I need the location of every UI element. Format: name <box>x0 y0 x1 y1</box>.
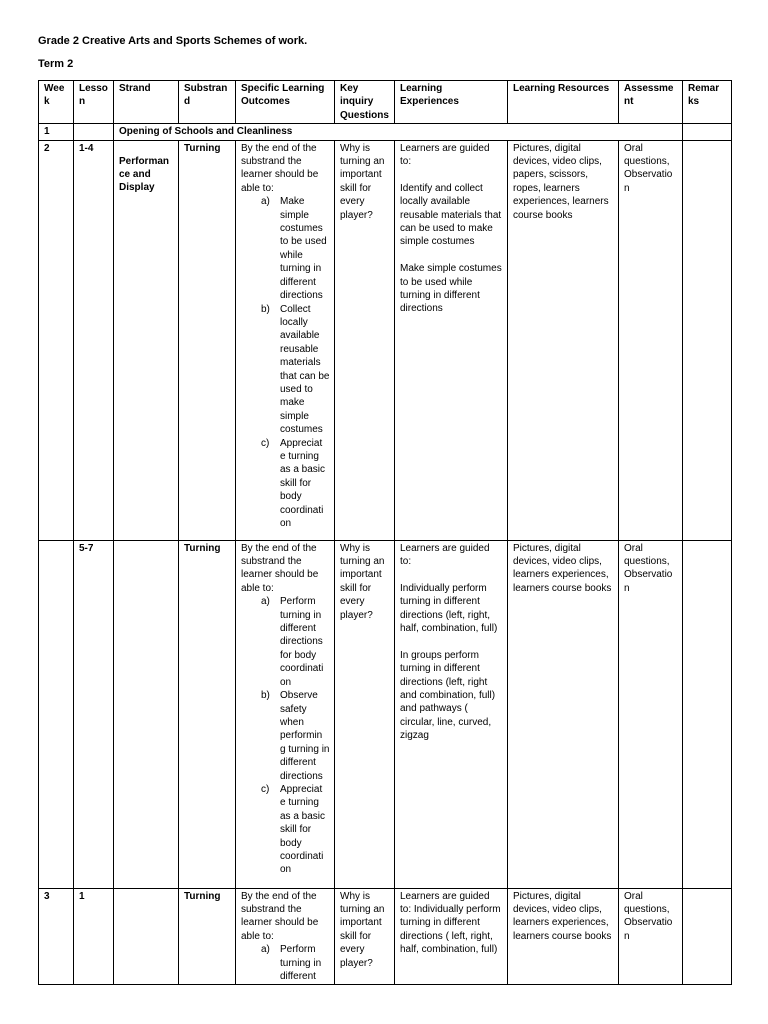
resources-cell: Pictures, digital devices, video clips, learners experiences, learners course books <box>508 540 619 888</box>
experience-text: Make simple costumes to be used while turning in different directions <box>400 263 502 315</box>
experience-text: In groups perform turning in different directions (left, right and combination, full) and pathways ( circular, line, curved, zigzag <box>400 649 496 742</box>
strand-cell <box>114 888 179 985</box>
resources-cell: Pictures, digital devices, video clips, learners experiences, learners course books <box>508 888 619 985</box>
header-week: Wee k <box>39 81 74 124</box>
header-assessment: Assessme nt <box>619 81 683 124</box>
outcomes-intro: By the end of the substrand the learner should be able to: <box>241 890 319 942</box>
lesson-cell: 1 <box>74 888 114 985</box>
remarks-cell <box>683 140 732 540</box>
strand-cell <box>114 540 179 888</box>
substrand-cell: Turning <box>179 140 236 540</box>
week-cell: 3 <box>39 888 74 985</box>
header-strand: Strand <box>114 81 179 124</box>
table-row <box>39 140 732 540</box>
list-item <box>241 783 330 877</box>
header-inquiry: Key inquiry Questions <box>335 81 395 124</box>
outcomes-list <box>241 943 330 983</box>
item-label: c) <box>261 783 270 795</box>
header-remarks: Remar ks <box>683 81 732 124</box>
item-text: Appreciat e turning as a basic skill for body coordinati on <box>280 437 326 529</box>
header-resources: Learning Resources <box>508 81 619 124</box>
outcomes-intro: By the end of the substrand the learner should be able to: <box>241 542 319 594</box>
experience-text: Identify and collect locally available reusable materials that can be used to make simple costumes <box>400 182 502 248</box>
item-label: b) <box>261 303 270 315</box>
table-header-row <box>39 81 732 124</box>
list-item <box>241 303 330 437</box>
inquiry-cell: Why is turning an important skill for every player? <box>335 888 395 985</box>
outcomes-cell <box>236 140 335 540</box>
lesson-cell: 5-7 <box>74 540 114 888</box>
item-label: b) <box>261 690 270 702</box>
item-label: a) <box>261 944 270 956</box>
list-item <box>241 437 330 531</box>
inquiry-cell: Why is turning an important skill for every player? <box>335 140 395 540</box>
outcomes-intro: By the end of the substrand the learner should be able to: <box>241 142 319 194</box>
opening-row-text: Opening of Schools and Cleanliness <box>114 124 683 140</box>
substrand-cell: Turning <box>179 540 236 888</box>
document-title: Grade 2 Creative Arts and Sports Schemes of work. <box>38 35 308 47</box>
experience-text: Individually perform turning in different directions (left, right, half, combination, full) <box>400 582 498 635</box>
assessment-cell: Oral questions, Observatio n <box>619 888 683 985</box>
remarks-cell <box>683 540 732 888</box>
item-text: Perform turning in different directions for body coordinati on <box>280 596 324 688</box>
header-outcomes: Specific Learning Outcomes <box>236 81 335 124</box>
outcomes-list <box>241 195 330 530</box>
experience-text: Learners are guided to: <box>400 142 490 168</box>
list-item <box>241 943 330 983</box>
week-cell: 1 <box>39 124 74 140</box>
table-row <box>39 124 732 140</box>
remarks-cell <box>683 888 732 985</box>
experiences-cell <box>395 140 508 540</box>
outcomes-cell <box>236 540 335 888</box>
schemes-of-work-table <box>38 80 732 985</box>
header-substrand: Substran d <box>179 81 236 124</box>
list-item <box>241 595 330 689</box>
item-text: Collect locally available reusable materials that can be used to make simple costumes <box>280 303 330 436</box>
item-text: Observe safety when performin g turning in different directions <box>280 690 330 782</box>
lesson-cell: 1-4 <box>74 140 114 540</box>
inquiry-cell: Why is turning an important skill for every player? <box>335 540 395 888</box>
strand-cell: Performan ce and Display <box>114 140 179 540</box>
experience-text: Learners are guided to: <box>400 542 490 568</box>
remarks-cell <box>683 124 732 140</box>
item-text: Appreciat e turning as a basic skill for body coordinati on <box>280 783 326 876</box>
header-lesson: Lesso n <box>74 81 114 124</box>
table-row <box>39 540 732 888</box>
item-text: Make simple costumes to be used while turning in different directions <box>280 196 327 302</box>
experiences-cell: Learners are guided to: Individually perform turning in different directions ( left, right, half, combination, full) <box>395 888 508 985</box>
outcomes-list <box>241 595 330 877</box>
item-label: a) <box>261 196 270 208</box>
resources-cell: Pictures, digital devices, video clips, papers, scissors, ropes, learners experiences, learners course books <box>508 140 619 540</box>
week-cell: 2 <box>39 140 74 540</box>
list-item <box>241 195 330 302</box>
outcomes-cell <box>236 888 335 985</box>
term-label: Term 2 <box>38 58 74 70</box>
assessment-cell: Oral questions, Observatio n <box>619 540 683 888</box>
week-cell <box>39 540 74 888</box>
experiences-cell <box>395 540 508 888</box>
item-text: Perform turning in different <box>280 944 322 983</box>
list-item <box>241 689 330 783</box>
empty-cell <box>74 124 114 140</box>
assessment-cell: Oral questions, Observatio n <box>619 140 683 540</box>
item-label: c) <box>261 437 270 449</box>
header-experiences: Learning Experiences <box>395 81 508 124</box>
substrand-cell: Turning <box>179 888 236 985</box>
item-label: a) <box>261 596 270 608</box>
table-row <box>39 888 732 985</box>
